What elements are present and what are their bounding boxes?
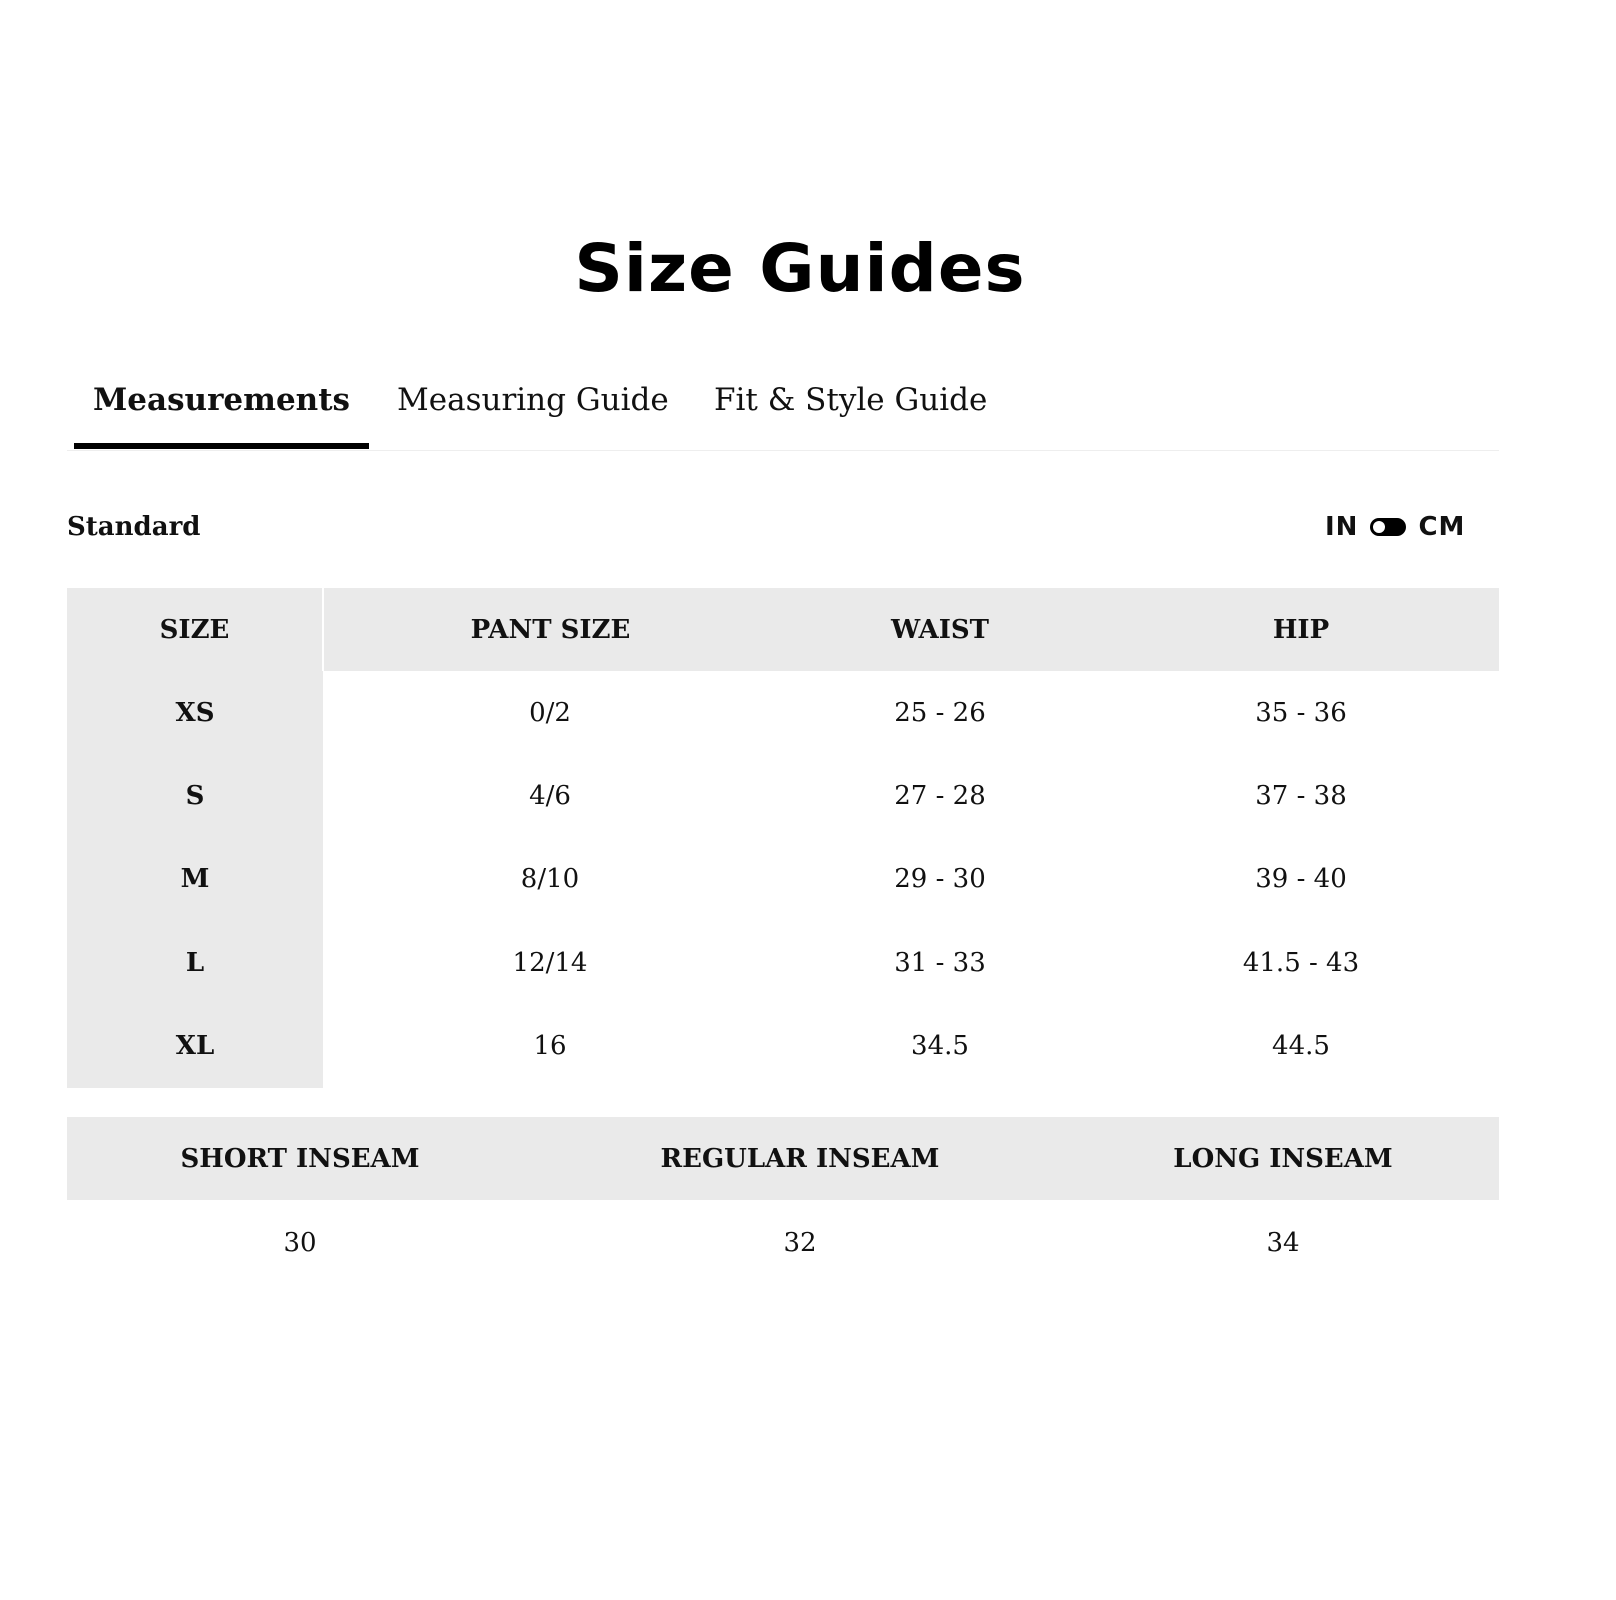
- tab-measuring-guide-label: Measuring Guide: [397, 382, 669, 418]
- size-cell: L: [67, 921, 323, 1004]
- table-row: [67, 838, 1499, 921]
- hip-cell: 35 - 36: [1255, 697, 1347, 728]
- size-cell: S: [67, 754, 323, 837]
- pant-size-cell: 0/2: [529, 697, 571, 728]
- short-inseam-cell: 30: [283, 1228, 317, 1258]
- inseam-header-row: [67, 1117, 1499, 1200]
- pant-size-cell: 16: [533, 1031, 567, 1062]
- column-header-waist: WAIST: [777, 588, 1103, 671]
- column-header-short-inseam: SHORT INSEAM: [67, 1117, 533, 1200]
- unit-toggle[interactable]: [1325, 512, 1465, 542]
- size-cell: XL: [67, 1005, 323, 1088]
- size-chart-header-row: [67, 588, 1499, 671]
- pant-size-cell: 12/14: [512, 947, 588, 978]
- column-header-hip: HIP: [1103, 588, 1499, 671]
- tab-measurements[interactable]: [74, 360, 369, 440]
- column-header-pant-size: PANT SIZE: [323, 588, 777, 671]
- waist-cell: 29 - 30: [894, 864, 986, 895]
- waist-cell: 31 - 33: [894, 947, 986, 978]
- long-inseam-cell: 34: [1266, 1228, 1300, 1258]
- tab-bar: [67, 360, 1499, 451]
- size-cell: XS: [67, 671, 323, 754]
- waist-cell: 27 - 28: [894, 781, 986, 812]
- hip-cell: 39 - 40: [1255, 864, 1347, 895]
- tab-fit-style-guide[interactable]: [714, 360, 987, 440]
- column-header-long-inseam: LONG INSEAM: [1067, 1117, 1499, 1200]
- table-row: [67, 1005, 1499, 1088]
- page-title: Size Guides: [574, 230, 1026, 307]
- pant-size-cell: 4/6: [529, 781, 571, 812]
- hip-cell: 37 - 38: [1255, 781, 1347, 812]
- table-row: [67, 921, 1499, 1004]
- column-header-size: SIZE: [67, 588, 323, 671]
- unit-cm-label[interactable]: CM: [1418, 512, 1466, 542]
- table-row: [67, 754, 1499, 837]
- inseam-table: [67, 1117, 1499, 1286]
- regular-inseam-cell: 32: [783, 1228, 817, 1258]
- tab-measuring-guide[interactable]: [397, 360, 669, 440]
- size-chart-table: [67, 588, 1499, 1088]
- size-cell: M: [67, 838, 323, 921]
- unit-switch-knob: [1373, 521, 1385, 533]
- fit-type-label: Standard: [67, 512, 201, 542]
- active-tab-indicator: [74, 443, 369, 449]
- hip-cell: 41.5 - 43: [1242, 947, 1360, 978]
- tab-measurements-label: Measurements: [92, 382, 350, 418]
- tab-fit-style-guide-label: Fit & Style Guide: [714, 382, 988, 418]
- table-row: [67, 1200, 1499, 1286]
- unit-in-label[interactable]: IN: [1325, 512, 1359, 542]
- waist-cell: 25 - 26: [894, 697, 986, 728]
- pant-size-cell: 8/10: [520, 864, 580, 895]
- page-title-container: [0, 230, 1600, 308]
- table-row: [67, 671, 1499, 754]
- column-header-regular-inseam: REGULAR INSEAM: [533, 1117, 1067, 1200]
- hip-cell: 44.5: [1272, 1031, 1330, 1062]
- unit-switch[interactable]: [1370, 518, 1406, 536]
- waist-cell: 34.5: [911, 1031, 969, 1062]
